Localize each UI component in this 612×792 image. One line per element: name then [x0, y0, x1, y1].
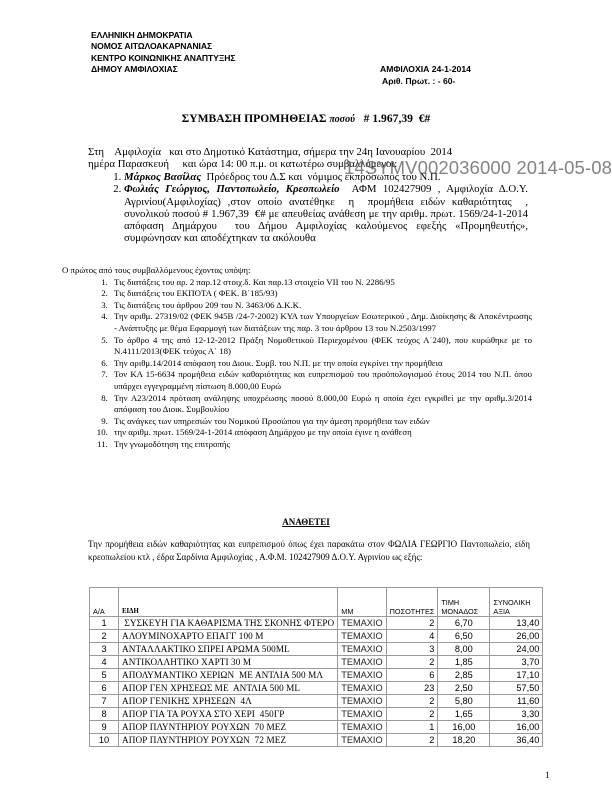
- unit: ΤΕΜΑΧΙΟ: [338, 721, 386, 734]
- header-line: ΝΟΜΟΣ ΑΙΤΩΛΟΑΚΑΡΝΑΝΙΑΣ: [91, 41, 213, 52]
- considering-item: 9. Τις ανάγκες των υπηρεσιών του Νομικού Προσώπου για την άμεση προμήθεια των ειδών: [110, 416, 532, 428]
- row-number: 10: [90, 734, 119, 747]
- unit-price: 6,50: [438, 630, 490, 643]
- page-number: 1: [545, 770, 550, 780]
- line-total: 13,40: [490, 617, 543, 630]
- table-row: [90, 669, 543, 682]
- ada-watermark: 14SYMV002036000 2014-05-08: [344, 157, 612, 178]
- col-quantity: ΠΟΣΟΤΗΤΕΣ: [386, 588, 438, 617]
- table-row: [90, 630, 543, 643]
- item-description: ΑΠΟΡ ΓΙΑ ΤΑ ΡΟΥΧΑ ΣΤΟ ΧΕΡΙ 450ΓΡ: [119, 708, 338, 721]
- considering-section: [62, 265, 532, 451]
- considering-item: 5. Το άρθρο 4 της από 12-12-2012 Πράξη Νομοθετικού Περιεχομένου (ΦΕΚ τεύχος Α΄240), που κυρώθηκε με το Ν.4111/2013(ΦΕΚ τεύχος Α΄ 18): [110, 335, 532, 358]
- row-number: 1: [90, 617, 119, 630]
- item-description: ΑΠΟΡ ΓΕΝΙΚΗΣ ΧΡΗΣΕΩΝ 4Λ: [119, 695, 338, 708]
- unit: ΤΕΜΑΧΙΟ: [338, 734, 386, 747]
- unit-price: 16,00: [438, 721, 490, 734]
- party-text: Πρόεδρος του Δ.Σ και νόμιμος εκπρόσωπος του Ν.Π.: [201, 171, 441, 183]
- unit-price: 2,50: [438, 682, 490, 695]
- place-date-block: [380, 64, 471, 88]
- title-main: ΣΥΜΒΑΣΗ ΠΡΟΜΗΘΕΙΑΣ: [181, 112, 330, 125]
- row-number: 8: [90, 708, 119, 721]
- header-line: ΔΗΜΟΥ ΑΜΦΙΛΟΧΙΑΣ: [91, 63, 178, 74]
- table-row: [90, 656, 543, 669]
- table-row: [90, 734, 543, 747]
- quantity: 2: [386, 734, 438, 747]
- quantity: 2: [386, 656, 438, 669]
- considering-item: 4. Την αριθμ. 27319/02 (ΦΕΚ 945Β /24-7-2002) ΚΥΑ των Υπουργείων Εσωτερικού , Δημ. Διοίκησης & Αποκέντρωσης - Ανάπτυξης με θέμα Εφαρμογή των διατάξεων της παρ. 3 του άρθρου 13 του Ν.2503/1997: [110, 311, 532, 334]
- quantity: 6: [386, 669, 438, 682]
- row-number: 6: [90, 682, 119, 695]
- col-unit: ΜΜ: [338, 588, 386, 617]
- table-row: [90, 695, 543, 708]
- considering-item: 11. Την γνωμοδότηση της επιτροπής: [110, 439, 532, 451]
- title-italic: ποσού: [329, 114, 355, 125]
- unit-price: 2,85: [438, 669, 490, 682]
- considering-item: 6. Την αριθμ.14/2014 απόφαση του Διοικ. Συμβ. του Ν.Π. με την οποία εγκρίνει την προμήθεια: [110, 358, 532, 370]
- assigns-paragraph: Την προμήθεια ειδών καθαριότητας και ευπρεπισμού όπως έχει παρακάτω στον ΦΩΛΙΑ ΓΕΩΡΓΙΟ Παντοπωλείο, είδη κρεοπωλείου κτλ , έδρα Σαρδίνια Αμφιλοχίας , Α.Φ.Μ. 102427909 Δ.Ο.Υ. Αγρινίου ως εξής:: [88, 539, 530, 562]
- unit: ΤΕΜΑΧΙΟ: [338, 643, 386, 656]
- assigns-heading: ΑΝΑΘΕΤΕΙ: [282, 517, 330, 527]
- col-total: ΣΥΝΟΛΙΚΗ ΑΞΙΑ: [490, 588, 543, 617]
- table-row: [90, 643, 543, 656]
- document-title: [0, 112, 612, 125]
- row-number: 2: [90, 630, 119, 643]
- unit: ΤΕΜΑΧΙΟ: [338, 695, 386, 708]
- unit-price: 18,20: [438, 734, 490, 747]
- unit-price: 5,80: [438, 695, 490, 708]
- quantity: 2: [386, 617, 438, 630]
- row-number: 4: [90, 656, 119, 669]
- row-number: 5: [90, 669, 119, 682]
- intro-line-2: ημέρα Παρασκευή και ώρα 14: 00 π.μ. οι κατωτέρω συμβαλλόμενοι:: [88, 158, 398, 170]
- item-description: ΑΝΤΙΚΟΛΛΗΤΙΚΟ ΧΑΡΤΙ 30 Μ: [119, 656, 338, 669]
- col-aa: Α/Α: [90, 588, 119, 617]
- considering-item: 3. Τις διατάξεις του άρθρου 209 του Ν. 3463/06 Δ.Κ.Κ.: [110, 300, 532, 312]
- protocol-number: Αριθ. Πρωτ. : - 60-: [382, 75, 456, 86]
- table-header-row: [90, 588, 543, 617]
- table-row: [90, 617, 543, 630]
- row-number: 7: [90, 695, 119, 708]
- issuer-header: [91, 30, 235, 75]
- col-items: ΕΙΔΗ: [119, 588, 338, 617]
- unit: ΤΕΜΑΧΙΟ: [338, 669, 386, 682]
- unit-price: 6,70: [438, 617, 490, 630]
- header-line: ΕΛΛΗΝΙΚΗ ΔΗΜΟΚΡΑΤΙΑ: [91, 30, 193, 40]
- line-total: 24,00: [490, 643, 543, 656]
- considering-item: 2. Τις διατάξεις του ΕΚΠΟΤΑ ( ΦΕΚ. Β΄185/93): [110, 288, 532, 300]
- unit: ΤΕΜΑΧΙΟ: [338, 630, 386, 643]
- party-item: [124, 183, 534, 245]
- item-description: ΣΥΣΚΕΥΗ ΓΙΑ ΚΑΘΑΡΙΣΜΑ ΤΗΣ ΣΚΟΝΗΣ ΦΤΕΡΟ: [119, 617, 338, 630]
- item-description: ΑΠΟΡ ΠΛΥΝΤΗΡΙΟΥ ΡΟΥΧΩΝ 72 ΜΕΖ: [119, 734, 338, 747]
- line-total: 3,30: [490, 708, 543, 721]
- unit-price: 8,00: [438, 643, 490, 656]
- parties-list: [104, 171, 534, 245]
- line-total: 17,10: [490, 669, 543, 682]
- quantity: 1: [386, 721, 438, 734]
- considering-item: 8. Την Α23/2014 πρόταση ανάληψης υποχρέωσης ποσού 8.000,00 Ευρώ η οποία έχει εγκριθεί με την αριθμ.3/2014 απόφαση του Διοικ. Συμβουλίου: [110, 393, 532, 416]
- considering-intro: Ο πρώτος από τους συμβαλλόμενους έχοντας υπόψη:: [62, 265, 251, 275]
- quantity: 3: [386, 643, 438, 656]
- quantity: 23: [386, 682, 438, 695]
- line-total: 57,50: [490, 682, 543, 695]
- line-total: 16,00: [490, 721, 543, 734]
- table-row: [90, 708, 543, 721]
- quantity: 2: [386, 695, 438, 708]
- item-description: ΑΛΟΥΜΙΝΟΧΑΡΤΟ ΕΠΑΓΓ 100 Μ: [119, 630, 338, 643]
- considering-item: 1. Τις διατάξεις του αρ. 2 παρ.12 στοιχ.δ. Και παρ.13 στοιχείο VII του Ν. 2286/95: [110, 277, 532, 289]
- title-amount: # 1.967,39 €#: [354, 112, 431, 125]
- place-date: ΑΜΦΙΛΟΧΙΑ 24-1-2014: [380, 64, 471, 74]
- party-name: Μάρκος Βασίλας: [124, 171, 202, 183]
- line-total: 36,40: [490, 734, 543, 747]
- intro-line-1: Στη Αμφιλοχία και στο Δημοτικό Κατάστημα, σήμερα την 24η Ιανουαρίου 2014: [88, 146, 453, 158]
- unit: ΤΕΜΑΧΙΟ: [338, 617, 386, 630]
- unit-price: 1,65: [438, 708, 490, 721]
- line-total: 3,70: [490, 656, 543, 669]
- unit: ΤΕΜΑΧΙΟ: [338, 708, 386, 721]
- item-description: ΑΠΟΡ ΓΕΝ ΧΡΗΣΕΩΣ ΜΕ ΑΝΤΛΙΑ 500 ML: [119, 682, 338, 695]
- party-text: ΑΦΜ 102427909 , Αμφιλοχία Δ.Ο.Υ. Αγρινίου(Αμφιλοχίας) ,στον οποίο ανατέθηκε η προμήθεια ειδών καθαριότητας , συνολικού ποσού # 1.967,39 €# με απευθείας ανάθεση με την αριθμ. πρωτ. 1569/24-1-2014 απόφαση Δημάρχου του Δήμου Αμφιλοχίας καλούμενος εφεξής «Προμηθευτής», συμφώνησαν και αποδέχτηκαν τα ακόλουθα: [124, 183, 534, 245]
- item-description: ΑΝΤΑΛΛΑΚΤΙΚΟ ΣΠΡΕΙ ΑΡΩΜΑ 500ML: [119, 643, 338, 656]
- quantity: 4: [386, 630, 438, 643]
- unit-price: 1,85: [438, 656, 490, 669]
- row-number: 9: [90, 721, 119, 734]
- unit: ΤΕΜΑΧΙΟ: [338, 682, 386, 695]
- considering-item: 10. την αριθμ. πρωτ. 1569/24-1-2014 απόφαση Δημάρχου με την οποία έγινε η ανάθεση: [110, 427, 532, 439]
- quantity: 2: [386, 708, 438, 721]
- item-description: ΑΠΟΡ ΠΛΥΝΤΗΡΙΟΥ ΡΟΥΧΩΝ 70 ΜΕΖ: [119, 721, 338, 734]
- row-number: 3: [90, 643, 119, 656]
- line-total: 11,60: [490, 695, 543, 708]
- table-row: [90, 721, 543, 734]
- considering-item: 7. Τον ΚΑ 15-6634 προμήθεια ειδών καθαριότητας και ευπρεπισμού του προϋπολογισμού έτους 2014 του Ν.Π. όπου υπάρχει εγγεγραμμένη πίστωση 8.000,00 Ευρώ: [110, 369, 532, 392]
- party-name: Φωλιάς Γεώργιος, Παντοπωλείο, Κρεοπωλείο: [124, 183, 340, 196]
- col-unit-price: ΤΙΜΗ ΜΟΝΑΔΟΣ: [438, 588, 490, 617]
- item-description: ΑΠΟΛΥΜΑΝΤΙΚΟ ΧΕΡΙΩΝ ΜΕ ΑΝΤΛΙΑ 500 ΜΛ: [119, 669, 338, 682]
- items-table: [89, 587, 543, 747]
- unit: ΤΕΜΑΧΙΟ: [338, 656, 386, 669]
- line-total: 26,00: [490, 630, 543, 643]
- header-line: ΚΕΝΤΡΟ ΚΟΙΝΩΝΙΚΗΣ ΑΝΑΠΤΥΞΗΣ: [91, 52, 236, 63]
- table-row: [90, 682, 543, 695]
